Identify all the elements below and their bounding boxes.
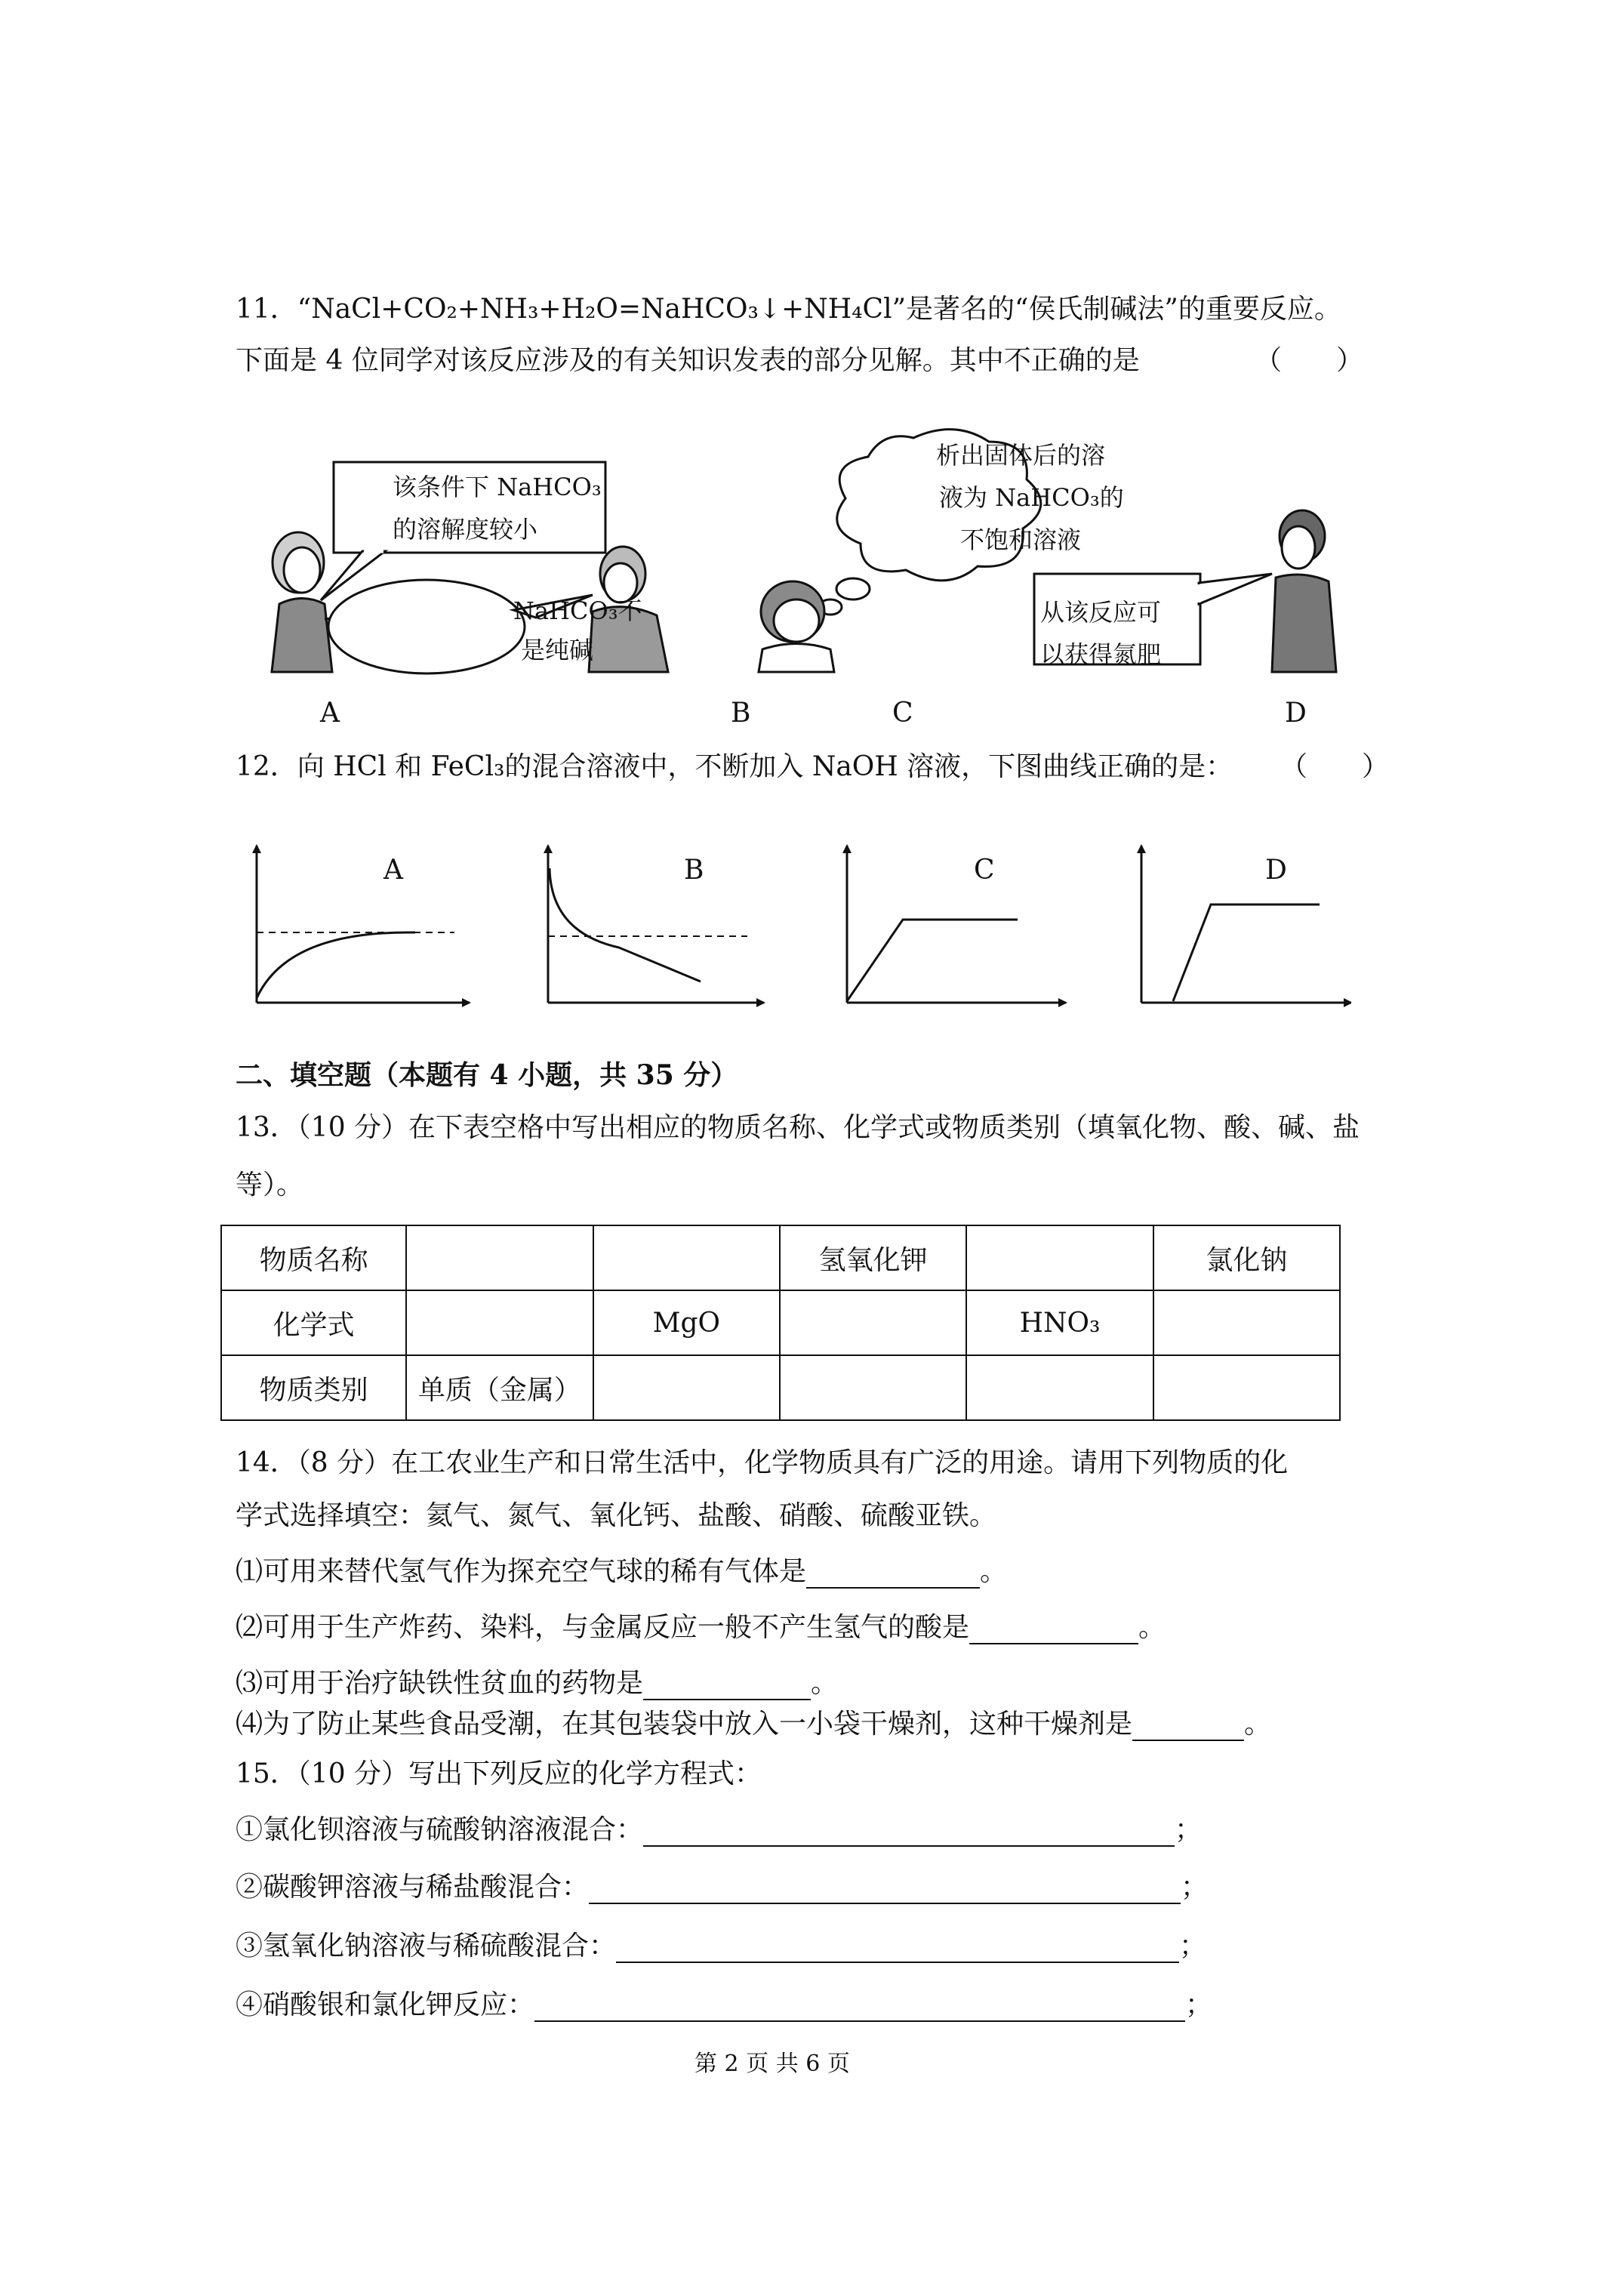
q12-answer-paren: （ ） (1280, 751, 1390, 782)
bubble-a-line2: 的溶解度较小 (393, 515, 538, 544)
bubble-d-line1: 从该反应可 (1040, 598, 1162, 627)
table-cell (593, 1225, 780, 1290)
q15-item4-text: ④硝酸银和氯化钾反应： (236, 1989, 535, 2020)
graph-a-curve (257, 932, 415, 998)
q15-item1-end: ； (1175, 1814, 1203, 1845)
table-cell: HNO₃ (966, 1290, 1153, 1355)
q14-item2-text: ⑵可用于生产炸药、染料，与金属反应一般不产生氢气的酸是 (236, 1612, 970, 1643)
q15-item4 (236, 1989, 1212, 2022)
graph-a (257, 846, 470, 1003)
bubble-c-line1: 析出固体后的溶 (936, 441, 1106, 470)
bubble-a-line1: 该条件下 NaHCO₃ (393, 473, 602, 501)
table-row (221, 1225, 1340, 1290)
q15-title: 15．（10 分）写出下列反应的化学方程式： (236, 1758, 762, 1789)
table-cell: MgO (593, 1290, 780, 1355)
q14-item2 (236, 1611, 1166, 1644)
table-cell (780, 1290, 966, 1355)
q11-answer-paren: （ ） (1255, 345, 1364, 376)
graph-c (847, 846, 1066, 1003)
q14-blank-2[interactable] (969, 1617, 1138, 1644)
table-cell (966, 1225, 1153, 1290)
table-cell: 氢氧化钾 (780, 1225, 966, 1290)
q15-blank-1[interactable] (643, 1820, 1175, 1847)
q14-item1-end: 。 (980, 1556, 1008, 1587)
q14-item1 (236, 1555, 1007, 1589)
q13-line1: 13．（10 分）在下表空格中写出相应的物质名称、化学式或物质类别（填氧化物、酸、碱、盐 (236, 1112, 1360, 1143)
table-cell (1153, 1355, 1340, 1420)
q15-item2 (236, 1871, 1208, 1904)
table-row (221, 1355, 1340, 1420)
q15-item3-text: ③氢氧化钠溶液与稀硫酸混合： (236, 1931, 617, 1962)
q14-item1-text: ⑴可用来替代氢气作为探充空气球的稀有气体是 (236, 1556, 807, 1587)
q14-blank-3[interactable] (643, 1673, 811, 1700)
q11-line1: 11．“NaCl+CO₂+NH₃+H₂O=NaHCO₃↓+NH₄Cl”是著名的“侯氏制碱法”的重要反应。 (236, 294, 1341, 325)
q14-item4-text: ⑷为了防止某些食品受潮，在其包装袋中放入一小袋干燥剂，这种干燥剂是 (236, 1709, 1133, 1740)
q14-item4-end: 。 (1244, 1709, 1272, 1740)
q11-label-a: A (320, 698, 340, 729)
q15-item2-end: ； (1181, 1872, 1209, 1903)
table-cell: 化学式 (221, 1290, 406, 1355)
table-cell (1153, 1290, 1340, 1355)
q14-blank-4[interactable] (1132, 1714, 1244, 1741)
bubble-b-line1: NaHCO₃不 (513, 596, 642, 625)
graph-d-label: D (1265, 855, 1287, 886)
graph-c-label: C (974, 855, 995, 886)
bubble-d-line2: 以获得氮肥 (1040, 640, 1162, 669)
q14-item2-end: 。 (1138, 1612, 1166, 1643)
graph-b (548, 846, 764, 1003)
q14-line1: 14．（8 分）在工农业生产和日常生活中，化学物质具有广泛的用途。请用下列物质的化 (236, 1447, 1289, 1478)
q15-item3 (236, 1930, 1206, 1963)
q15-item1-text: ①氯化钡溶液与硫酸钠溶液混合： (236, 1814, 644, 1845)
section2-title: 二、填空题（本题有 4 小题，共 35 分） (236, 1059, 738, 1091)
student-d-figure (1272, 510, 1336, 672)
bubble-b-line2: 是纯碱 (521, 636, 594, 664)
graph-c-curve (847, 920, 1018, 1001)
q14-item3-text: ⑶可用于治疗缺铁性贫血的药物是 (236, 1668, 644, 1699)
graph-b-curve (550, 868, 701, 982)
q11-label-c: C (892, 698, 913, 729)
table-cell (406, 1225, 593, 1290)
table-cell (966, 1355, 1153, 1420)
student-c-figure (759, 581, 834, 672)
q15-item3-end: ； (1179, 1931, 1207, 1962)
q13-line2: 等）。 (236, 1170, 304, 1200)
page-footer: 第 2 页 共 6 页 (694, 2051, 850, 2077)
q14-item4 (236, 1708, 1271, 1741)
q13-table (220, 1225, 1341, 1421)
table-cell: 单质（金属） (406, 1355, 593, 1420)
q15-item2-text: ②碳酸钾溶液与稀盐酸混合： (236, 1872, 590, 1903)
table-row (221, 1290, 1340, 1355)
q15-blank-3[interactable] (616, 1936, 1179, 1963)
bubble-c-line2: 液为 NaHCO₃的 (939, 483, 1124, 512)
q12-text: 12．向 HCl 和 FeCl₃的混合溶液中，不断加入 NaOH 溶液，下图曲线正确的是： (236, 751, 1233, 782)
table-cell: 氯化钠 (1153, 1225, 1340, 1290)
q14-line2: 学式选择填空：氦气、氮气、氧化钙、盐酸、硝酸、硫酸亚铁。 (236, 1500, 997, 1531)
q14-item3-end: 。 (811, 1668, 839, 1699)
graph-d-curve (1173, 905, 1320, 1001)
q15-blank-2[interactable] (589, 1877, 1181, 1904)
q15-item4-end: ； (1185, 1989, 1213, 2020)
q15-blank-4[interactable] (534, 1995, 1185, 2022)
q11-line2: 下面是 4 位同学对该反应涉及的有关知识发表的部分见解。其中不正确的是 (236, 345, 1140, 376)
bubble-c-line3: 不饱和溶液 (960, 525, 1082, 554)
table-cell: 物质名称 (221, 1225, 406, 1290)
q11-label-b: B (731, 698, 751, 729)
table-cell (406, 1290, 593, 1355)
q11-label-d: D (1285, 698, 1307, 729)
table-cell: 物质类别 (221, 1355, 406, 1420)
q11-illustration (249, 423, 1366, 680)
q14-blank-1[interactable] (806, 1561, 980, 1589)
table-cell (593, 1355, 780, 1420)
graph-b-label: B (684, 855, 704, 886)
graph-d (1141, 846, 1351, 1003)
q15-item1 (236, 1814, 1202, 1847)
table-cell (780, 1355, 966, 1420)
q14-item3 (236, 1667, 838, 1700)
graph-a-label: A (383, 855, 403, 886)
